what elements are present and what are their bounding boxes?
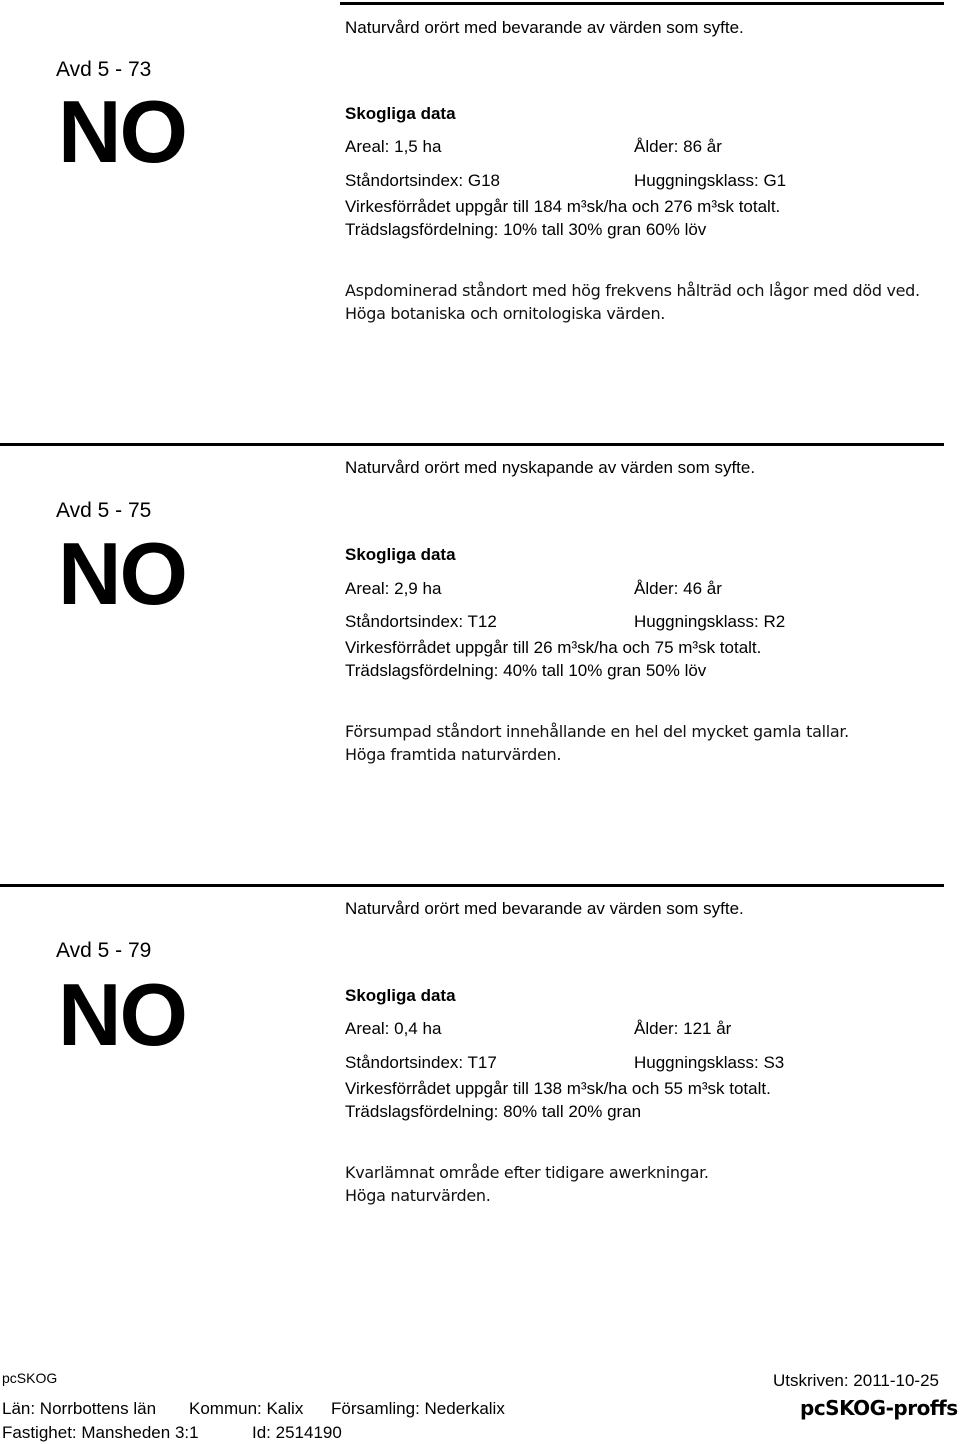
purpose-text: Naturvård orört med nyskapande av värden som syfte. (345, 458, 756, 477)
purpose-text: Naturvård orört med bevarande av värden som syfte. (345, 18, 744, 37)
description-note (345, 720, 849, 766)
forest-data-heading: Skogliga data (345, 545, 456, 564)
county-text: Län: Norrbottens län (2, 1399, 157, 1418)
volume-text: Virkesförrådet uppgår till 26 m³sk/ha och 75 m³sk totalt. (345, 638, 762, 657)
property-text: Fastighet: Mansheden 3:1 (2, 1423, 199, 1442)
municipality-text: Kommun: Kalix (189, 1399, 304, 1418)
parish-text: Församling: Nederkalix (331, 1399, 505, 1418)
area-value: Areal: 2,9 ha (345, 579, 442, 598)
note-line: Försumpad ståndort innehållande en hel del mycket gamla tallar. (345, 722, 849, 741)
site-index-value: Ståndortsindex: T17 (345, 1053, 497, 1072)
printed-date: Utskriven: 2011-10-25 (773, 1371, 939, 1390)
description-note (345, 279, 920, 325)
site-index-value: Ståndortsindex: T12 (345, 612, 497, 631)
description-note (345, 1161, 709, 1207)
area-value: Areal: 1,5 ha (345, 137, 442, 156)
goal-class-code: NO (58, 82, 186, 181)
property-id-text: Id: 2514190 (252, 1423, 342, 1442)
age-value: Ålder: 46 år (634, 579, 722, 598)
stand-section-1 (0, 0, 960, 440)
site-index-value: Ståndortsindex: G18 (345, 171, 500, 190)
section-divider (0, 443, 944, 446)
felling-class-value: Huggningsklass: S3 (634, 1053, 785, 1072)
species-distribution-text: Trädslagsfördelning: 10% tall 30% gran 60% löv (345, 220, 707, 239)
age-value: Ålder: 86 år (634, 137, 722, 156)
pcskog-proffs-logo: pcSKOG-proffs (800, 1396, 958, 1420)
section-divider (340, 2, 944, 5)
stand-section-2 (0, 441, 960, 881)
avd-label: Avd 5 - 79 (56, 939, 152, 962)
app-name: pcSKOG (2, 1370, 58, 1386)
volume-text: Virkesförrådet uppgår till 184 m³sk/ha och 276 m³sk totalt. (345, 197, 781, 216)
purpose-text: Naturvård orört med bevarande av värden som syfte. (345, 899, 744, 918)
forest-data-heading: Skogliga data (345, 104, 456, 123)
goal-class-code: NO (58, 524, 186, 623)
forest-data-heading: Skogliga data (345, 986, 456, 1005)
avd-label: Avd 5 - 75 (56, 499, 152, 522)
species-distribution-text: Trädslagsfördelning: 40% tall 10% gran 50% löv (345, 661, 707, 680)
section-divider (0, 884, 944, 887)
avd-label: Avd 5 - 73 (56, 58, 152, 81)
area-value: Areal: 0,4 ha (345, 1019, 442, 1038)
note-line: Kvarlämnat område efter tidigare awerkningar. (345, 1163, 709, 1182)
volume-text: Virkesförrådet uppgår till 138 m³sk/ha och 55 m³sk totalt. (345, 1079, 771, 1098)
felling-class-value: Huggningsklass: R2 (634, 612, 786, 631)
goal-class-code: NO (58, 965, 186, 1064)
note-line: Höga framtida naturvärden. (345, 745, 562, 764)
species-distribution-text: Trädslagsfördelning: 80% tall 20% gran (345, 1102, 642, 1121)
note-line: Höga naturvärden. (345, 1186, 491, 1205)
age-value: Ålder: 121 år (634, 1019, 732, 1038)
note-line: Aspdominerad ståndort med hög frekvens hålträd och lågor med död ved. (345, 281, 920, 300)
felling-class-value: Huggningsklass: G1 (634, 171, 787, 190)
note-line: Höga botaniska och ornitologiska värden. (345, 304, 666, 323)
stand-section-3 (0, 882, 960, 1322)
